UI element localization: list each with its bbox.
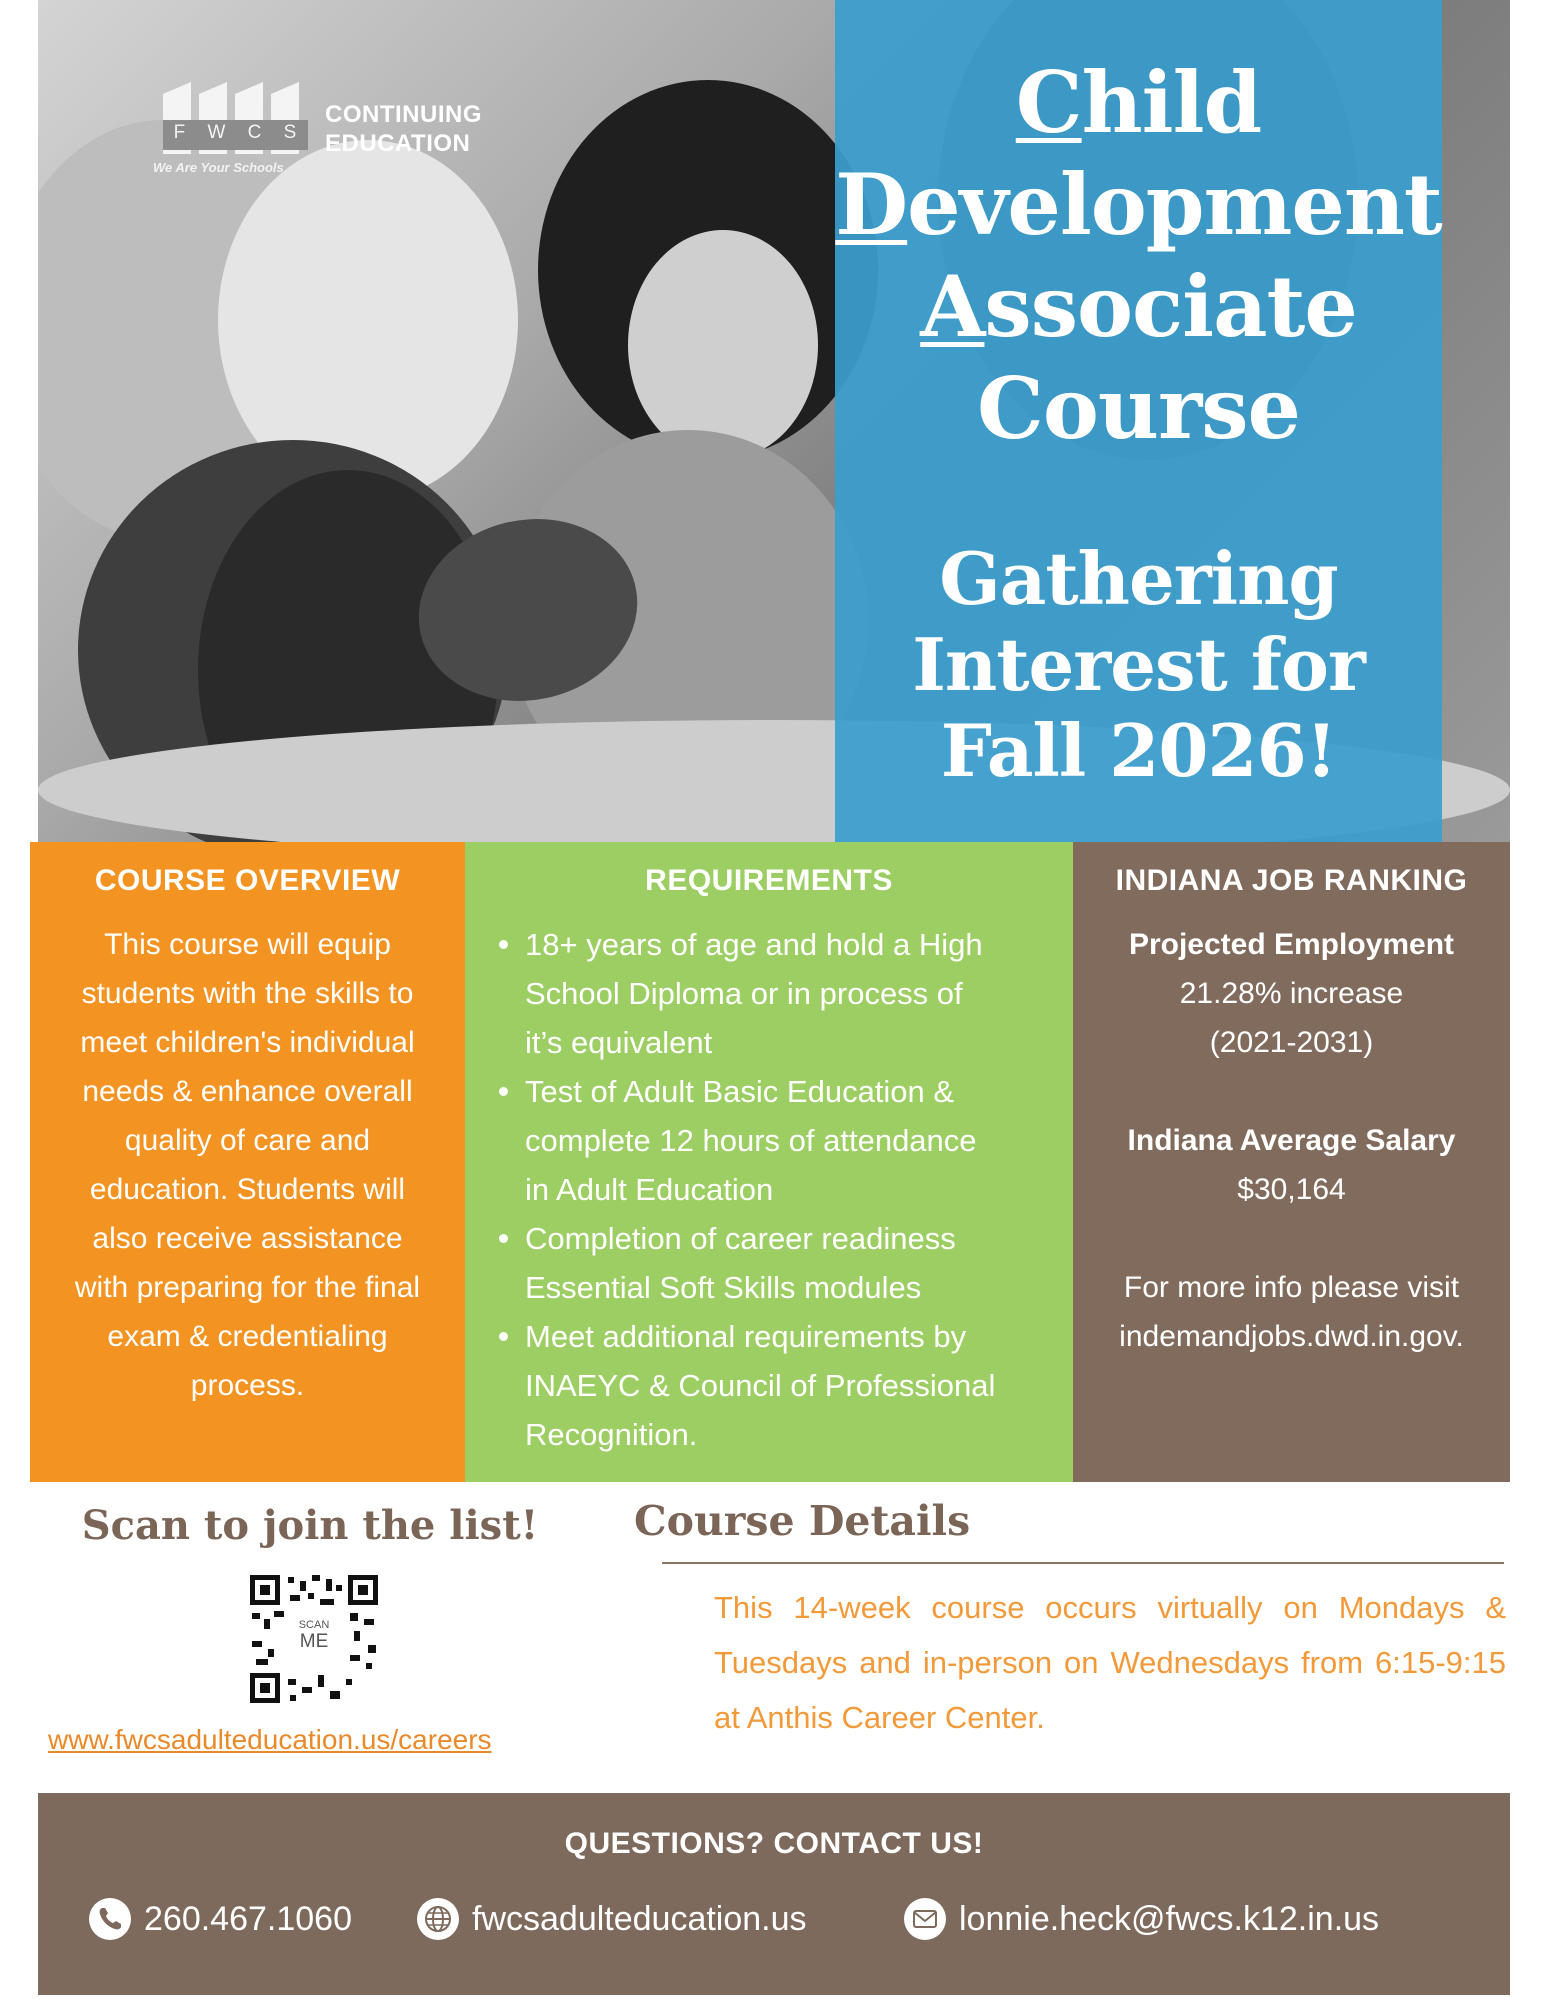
requirement-line: Test of Adult Basic Education & [525,1074,955,1109]
logo-letter: F [173,122,187,143]
overview-line: students with the skills to [81,977,414,1010]
overview-line: education. Students will [89,1173,406,1206]
title-line [835,154,1442,256]
course-details-text: This 14-week course occurs virtually on Mondays & Tuesdays and in-person on Wednesdays from 6:15-9:15 at Anthis Career Center. [714,1590,1506,1735]
course-details-divider [662,1562,1504,1564]
requirement-line: it’s equivalent [525,1025,713,1060]
phone-number: 260.467.1060 [144,1899,352,1938]
requirement-line: Recognition. [525,1417,698,1452]
overview-line: process. [190,1369,305,1402]
subtitle-line: Interest for [912,622,1365,707]
subtitle-line: Fall 2026! [940,708,1337,793]
requirement-item [525,1214,1051,1312]
logo-letter: C [247,122,263,143]
subtitle-line: Gathering [939,536,1338,621]
requirement-line: 18+ years of age and hold a High [525,927,983,962]
title-initial: A [920,257,985,356]
mail-icon [903,1897,947,1941]
course-overview-text [30,920,465,1410]
title-line [835,52,1442,154]
title-initial: C [1015,53,1082,152]
contact-email[interactable] [903,1897,1379,1941]
course-overview-heading: COURSE OVERVIEW [94,864,401,897]
projected-label: Projected Employment [1128,928,1455,961]
requirement-line: INAEYC & Council of Professional [525,1368,996,1403]
salary-label: Indiana Average Salary [1127,1124,1456,1157]
overview-line: meet children's individual [80,1026,415,1059]
requirements-list [465,920,1073,1459]
logo-letters [163,122,308,144]
course-overview-panel [30,842,465,1482]
requirement-line: Meet additional requirements by [525,1319,967,1354]
logo-letter: W [207,122,227,143]
requirements-heading: REQUIREMENTS [645,864,893,897]
salary-value: $30,164 [1237,1173,1346,1206]
overview-line: exam & credentialing [107,1320,388,1353]
title-rest: hild [1081,53,1262,152]
careers-link[interactable]: www.fwcsadulteducation.us/careers [48,1724,492,1755]
requirement-line: in Adult Education [525,1172,774,1207]
qr-label-me: ME [299,1631,329,1652]
overview-line: quality of care and [124,1124,371,1157]
title-initial: D [835,155,908,254]
projected-employment [1073,920,1510,1067]
job-ranking-heading: INDIANA JOB RANKING [1115,864,1468,897]
contact-phone[interactable] [88,1897,352,1941]
overview-line: needs & enhance overall [82,1075,413,1108]
requirement-item [525,1312,1051,1459]
more-info-link[interactable]: indemandjobs.dwd.in.gov. [1119,1320,1464,1353]
title-line [835,256,1442,358]
requirement-item [525,1067,1051,1214]
title-line [835,358,1442,460]
fwcs-logo [153,82,523,182]
email-text: lonnie.heck@fwcs.k12.in.us [959,1899,1380,1938]
hero-title-panel [835,0,1442,842]
contact-website[interactable] [416,1897,807,1941]
requirement-item [525,920,1051,1067]
requirement-line: Completion of career readiness [525,1221,956,1256]
logo-tagline: We Are Your Schools [153,160,284,175]
projected-range: (2021-2031) [1209,1026,1374,1059]
projected-value: 21.28% increase [1179,977,1404,1010]
contact-heading: QUESTIONS? CONTACT US! [564,1827,984,1860]
course-title [835,52,1442,460]
job-ranking-panel [1073,842,1510,1482]
overview-line: also receive assistance [92,1222,403,1255]
overview-line: with preparing for the final [74,1271,421,1304]
website-text: fwcsadulteducation.us [472,1899,807,1938]
requirement-line: School Diploma or in process of [525,976,963,1011]
photo-shape [628,230,818,460]
contact-footer [38,1793,1510,1995]
course-details-title: Course Details [634,1497,971,1545]
more-info [1073,1263,1510,1361]
logo-continuing-education [325,100,482,158]
scan-title: Scan to join the list! [81,1502,539,1549]
requirement-line: Essential Soft Skills modules [525,1270,922,1305]
globe-icon [416,1897,460,1941]
requirements-panel [465,842,1073,1482]
requirement-line: complete 12 hours of attendance [525,1123,977,1158]
overview-line: This course will equip [104,928,391,961]
logo-letter: S [283,122,298,143]
phone-icon [88,1897,132,1941]
qr-code[interactable] [250,1575,378,1703]
logo-line: CONTINUING [325,101,482,128]
average-salary [1073,1116,1510,1214]
logo-line: EDUCATION [325,130,471,157]
title-rest: evelopment [907,155,1442,254]
more-info-line: For more info please visit [1123,1271,1460,1304]
title-rest: ssociate [984,257,1357,356]
hero-subtitle [835,536,1442,794]
title-rest: Course [977,359,1300,458]
qr-label-scan: SCAN [298,1619,330,1631]
